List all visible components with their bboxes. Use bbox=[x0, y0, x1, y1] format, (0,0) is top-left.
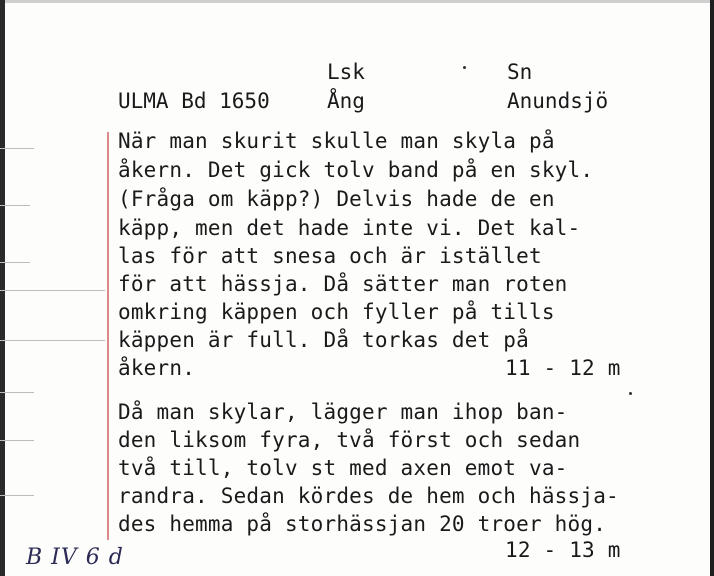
text-line: för att hässja. Då sätter man roten bbox=[118, 272, 568, 296]
card-right-edge bbox=[710, 0, 714, 576]
landskap-abbr: Lsk bbox=[327, 60, 365, 84]
text-line: käppen är full. Då torkas det på bbox=[118, 328, 529, 352]
socken: Anundsjö bbox=[507, 89, 609, 113]
margin-rule bbox=[0, 205, 30, 206]
text-line: åkern. bbox=[118, 356, 196, 380]
text-line: Då man skylar, lägger man ihop ban- bbox=[118, 400, 568, 424]
text-line: randra. Sedan kördes de hem och hässja- bbox=[118, 484, 619, 508]
text-line: När man skurit skulle man skyla på bbox=[118, 129, 555, 153]
margin-rule bbox=[0, 340, 105, 341]
text-line: des hemma på storhässjan 20 troer hög. bbox=[118, 512, 607, 536]
text-line: käpp, men det hade inte vi. Det kal- bbox=[118, 216, 581, 240]
text-line: den liksom fyra, två först och sedan bbox=[118, 428, 581, 452]
handwritten-signum: B IV 6 d bbox=[26, 545, 124, 570]
text-line: las för att snesa och är istället bbox=[118, 244, 542, 268]
page-ref: 12 - 13 m bbox=[505, 538, 621, 562]
text-line: (Fråga om käpp?) Delvis hade de en bbox=[118, 187, 555, 211]
archive-code: ULMA Bd 1650 bbox=[118, 89, 270, 113]
card-left-edge bbox=[0, 0, 5, 576]
text-line: åkern. Det gick tolv band på en skyl. bbox=[118, 158, 594, 182]
margin-rule bbox=[0, 495, 34, 496]
ink-speck bbox=[629, 392, 632, 395]
margin-rule bbox=[0, 290, 105, 291]
socken-abbr: Sn bbox=[507, 60, 533, 84]
margin-rule bbox=[0, 262, 30, 263]
landskap: Ång bbox=[327, 89, 365, 113]
ink-speck bbox=[463, 66, 466, 69]
text-line: omkring käppen och fyller på tills bbox=[118, 300, 555, 324]
card-top-edge bbox=[0, 0, 714, 3]
margin-rule bbox=[0, 148, 34, 149]
red-margin-line bbox=[107, 132, 109, 540]
margin-rule bbox=[0, 440, 34, 441]
margin-rule bbox=[0, 392, 34, 393]
text-line: två till, tolv st med axen emot va- bbox=[118, 456, 568, 480]
page-ref: 11 - 12 m bbox=[505, 356, 621, 380]
